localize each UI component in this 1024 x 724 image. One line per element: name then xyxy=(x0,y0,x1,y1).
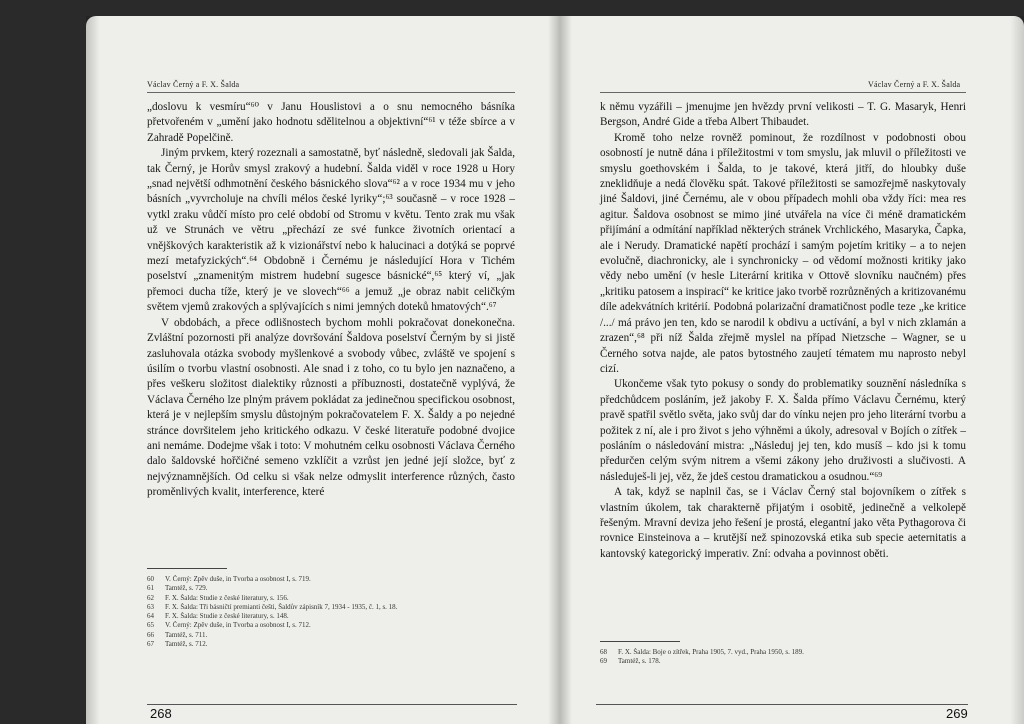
footnote-number: 63 xyxy=(147,602,154,611)
body-text xyxy=(600,100,966,562)
footnote-rule xyxy=(600,641,680,642)
running-head: Václav Černý a F. X. Šalda xyxy=(147,80,240,89)
paragraph: „doslovu k vesmíru“⁶⁰ v Janu Houslistovi a o snu nemocného básníka přetvořeném v „umění jako hodnotu sdělitelnou a objektivní“⁶¹ v téže sbírce a v Zahradě Popelčině. xyxy=(147,101,515,144)
body-text xyxy=(147,100,515,501)
footer-rule xyxy=(596,704,968,705)
footnote xyxy=(147,631,507,640)
footnote-number: 64 xyxy=(147,612,154,621)
header-rule xyxy=(600,92,966,93)
page-number: 268 xyxy=(150,706,172,721)
header-rule xyxy=(147,92,515,93)
footnotes xyxy=(600,648,960,667)
footnote xyxy=(147,640,507,649)
right-page xyxy=(560,16,1024,724)
footnote-text: Tamtéž, s. 178. xyxy=(618,657,661,666)
paragraph: V obdobách, a přece odlišnostech bychom mohli pokračovat donekonečna. Zvláštní pozornosti při analýze dovršování Šaldova poselství Černým by si jistě zasluhovala otázka svobody myšlenkové a svobody vůbec, zvláště ve spojení s úsilím o tvorbu vlastní osobnosti. Ale snad i z toho, co tu bylo jen naznačeno, a přes veškeru složitost dialektiky různosti a příbuznosti, dostatečně vyplývá, že Václava Černého lze plným právem pokládat za jedinečnou specifickou osobnost, která je v nejlepším smyslu důstojným pokračovatelem F. X. Šaldy a po nejedné stránce dovršitelem jeho kritického odkazu. V české literatuře podobné dvojice ani nemáme. Dodejme však i toto: V mohutném celku osobnosti Václava Černého dalo šaldovské hořčičné semeno vzklíčit a vzrůst jen jedné její složce, byť z nejvýznamnějších. Od celku si však nelze odmyslit interference různých, často proměnlivých kvalit, interference, které xyxy=(147,316,515,499)
footnote xyxy=(147,603,507,612)
footnote-number: 60 xyxy=(147,575,154,583)
running-head: Václav Černý a F. X. Šalda xyxy=(868,80,961,89)
left-page xyxy=(86,16,560,724)
paragraph: k němu vyzářili – jmenujme jen hvězdy první velikosti – T. G. Masaryk, Henri Bergson, André Gide a třeba Albert Thibaudet. xyxy=(600,101,966,129)
footnote-text: Tamtéž, s. 729. xyxy=(165,584,208,593)
footnote xyxy=(147,621,507,630)
footnote xyxy=(147,584,507,593)
footnote-number: 69 xyxy=(600,657,607,666)
footnote-text: F. X. Šalda: Studie z české literatury, s. 156. xyxy=(165,593,289,602)
paragraph: Kromě toho nelze rovněž pominout, že rozdílnost v podobnosti obou osobností je nutně dána i příležitostmi v tom smyslu, jak mluvil o příležitosti ve smyslu goethovském i Šalda, to je takové, která jitří, do hloubky duše zneklidňuje a nedá člověku spát. Takové příležitosti se samozřejmě naskytovaly jiné Šaldovi, jiné Černému, ale v obou případech mohli oba vždy říci: mea res agitur. Šaldova osobnost se mimo jiné utvářela na více či méně dramatickém přijímání a odmítání například některých stránek Vrchlického, Masaryka, Čapka, ale i Nerudy. Dramatické napětí prochází i samým pojetím kritiky – a to nejen evolučně, diachronicky, ale i synchronicky – od vědomí možnosti kritiky jako vědy nebo umění (v hesle Literární kritika v Ottově slovníku naučném) přes „kritiku patosem a inspirací“ ke kritice jako tvorbě rozrůzněných a kritizovanému díle adekvátních kritérií. Podobná polarizační dramatičnost podle teze „ke kritice /.../ má právo jen ten, kdo se narodil k obdivu a uctívání, a byl v nich zklamán a zrazen“,⁶⁸ při níž Šalda zřejmě myslel na případ Nietzsche – Wagner, se u Černého sotva najde, ale patos bytostného zaujetí tématem mu naprosto nebyl cizí. xyxy=(600,131,966,375)
footnote-text: F. X. Šalda: Tři básničtí premianti češti, Šaldův zápisník 7, 1934 - 1935, č. 1, s. 18. xyxy=(165,602,398,611)
footnote-number: 67 xyxy=(147,640,154,649)
page-number: 269 xyxy=(946,706,968,721)
footnote-text: V. Černý: Zpěv duše, in Tvorba a osobnost I, s. 712. xyxy=(165,621,311,630)
footnote-number: 66 xyxy=(147,630,154,639)
footer-rule xyxy=(147,704,517,705)
footnote-number: 61 xyxy=(147,584,154,593)
footnote xyxy=(147,575,507,584)
footnote-number: 68 xyxy=(600,648,607,656)
footnote-number: 65 xyxy=(147,621,154,630)
footnotes xyxy=(147,575,507,649)
paragraph: Ukončeme však tyto pokusy o sondy do problematiky souznění následníka s předchůdcem posláním, jež jakoby F. X. Šalda přímo Václavu Černému, který pravě spatřil světlo světa, jako svůj dar do vínku nejen pro jeho literární tvorbu a požitek z ní, ale i pro život s jeho výhněmi a úkoly, adresoval v Bojích o zítřek – posláním o následování mistra: „Následuj jej ten, kdo musíš – kdo jsi k tomu předurčen celým svým nitrem a všemi zákony jeho druživosti a slučivosti. A následuješ-li jej, věz, že jdeš cestou dramatickou a osudnou.“⁶⁹ xyxy=(600,378,966,483)
paragraph: A tak, když se naplnil čas, se i Václav Černý stal bojovníkem o zítřek s vlastním úkolem, tak charakterně přijatým i osobitě, jedinečně a velkolepě řešeným. Mravní deviza jeho řešení je prostá, elegantní jako věta Pythagorova či rovnice Einsteinova a – krutější než spinozovská etika sub specie aeternitatis a kantovský kategorický imperativ. Zní: odvaha a povinnost oběti. xyxy=(600,486,966,560)
footnote xyxy=(600,648,960,657)
footnote-text: F. X. Šalda: Studie z české literatury, s. 148. xyxy=(165,612,289,621)
footnote xyxy=(147,612,507,621)
footnote xyxy=(600,657,960,666)
footnote-rule xyxy=(147,568,227,569)
paragraph: Jiným prvkem, který rozeznali a samostatně, byť následně, sledovali jak Šalda, tak Černý, je Horův smysl zrakový a hudební. Šalda viděl v roce 1928 u Hory „snad největší odhmotnění českého básnického slova“⁶² a v roce 1934 mu v jeho básních „vyvrcholuje na chvíli mélos české lyriky“;⁶³ současně – v roce 1928 – vytkl zraku vůdčí místo pro celé období od Stromu v květu. Tento zrak mu však už ve Strunách ve větru „přechází ze své funkce životních orientací a vnějškových karakteristik až k vizionářství nebo k halucinaci a dotýká se poprvé mezí metafyzických“.⁶⁴ Obdobně i Černému je následující Hora v Tichém poselství „znamenitým mistrem hudební sugesce básnické“,⁶⁵ který ví, „jak přemoci ducha tíže, který je ve slovech“⁶⁶ a jemuž „je obraz nabit celičkým světem vjemů zrakových a splývajících s nimi jemných doteků hmatových“.⁶⁷ xyxy=(147,147,515,314)
footnote-number: 62 xyxy=(147,593,154,602)
footnote-text: V. Černý: Zpěv duše, in Tvorba a osobnost I, s. 719. xyxy=(165,575,311,583)
footnote-text: Tamtéž, s. 711. xyxy=(165,630,208,639)
footnote-text: F. X. Šalda: Boje o zítřek, Praha 1905, 7. vyd., Praha 1950, s. 189. xyxy=(618,648,804,656)
footnote-text: Tamtéž, s. 712. xyxy=(165,640,208,649)
footnote xyxy=(147,594,507,603)
